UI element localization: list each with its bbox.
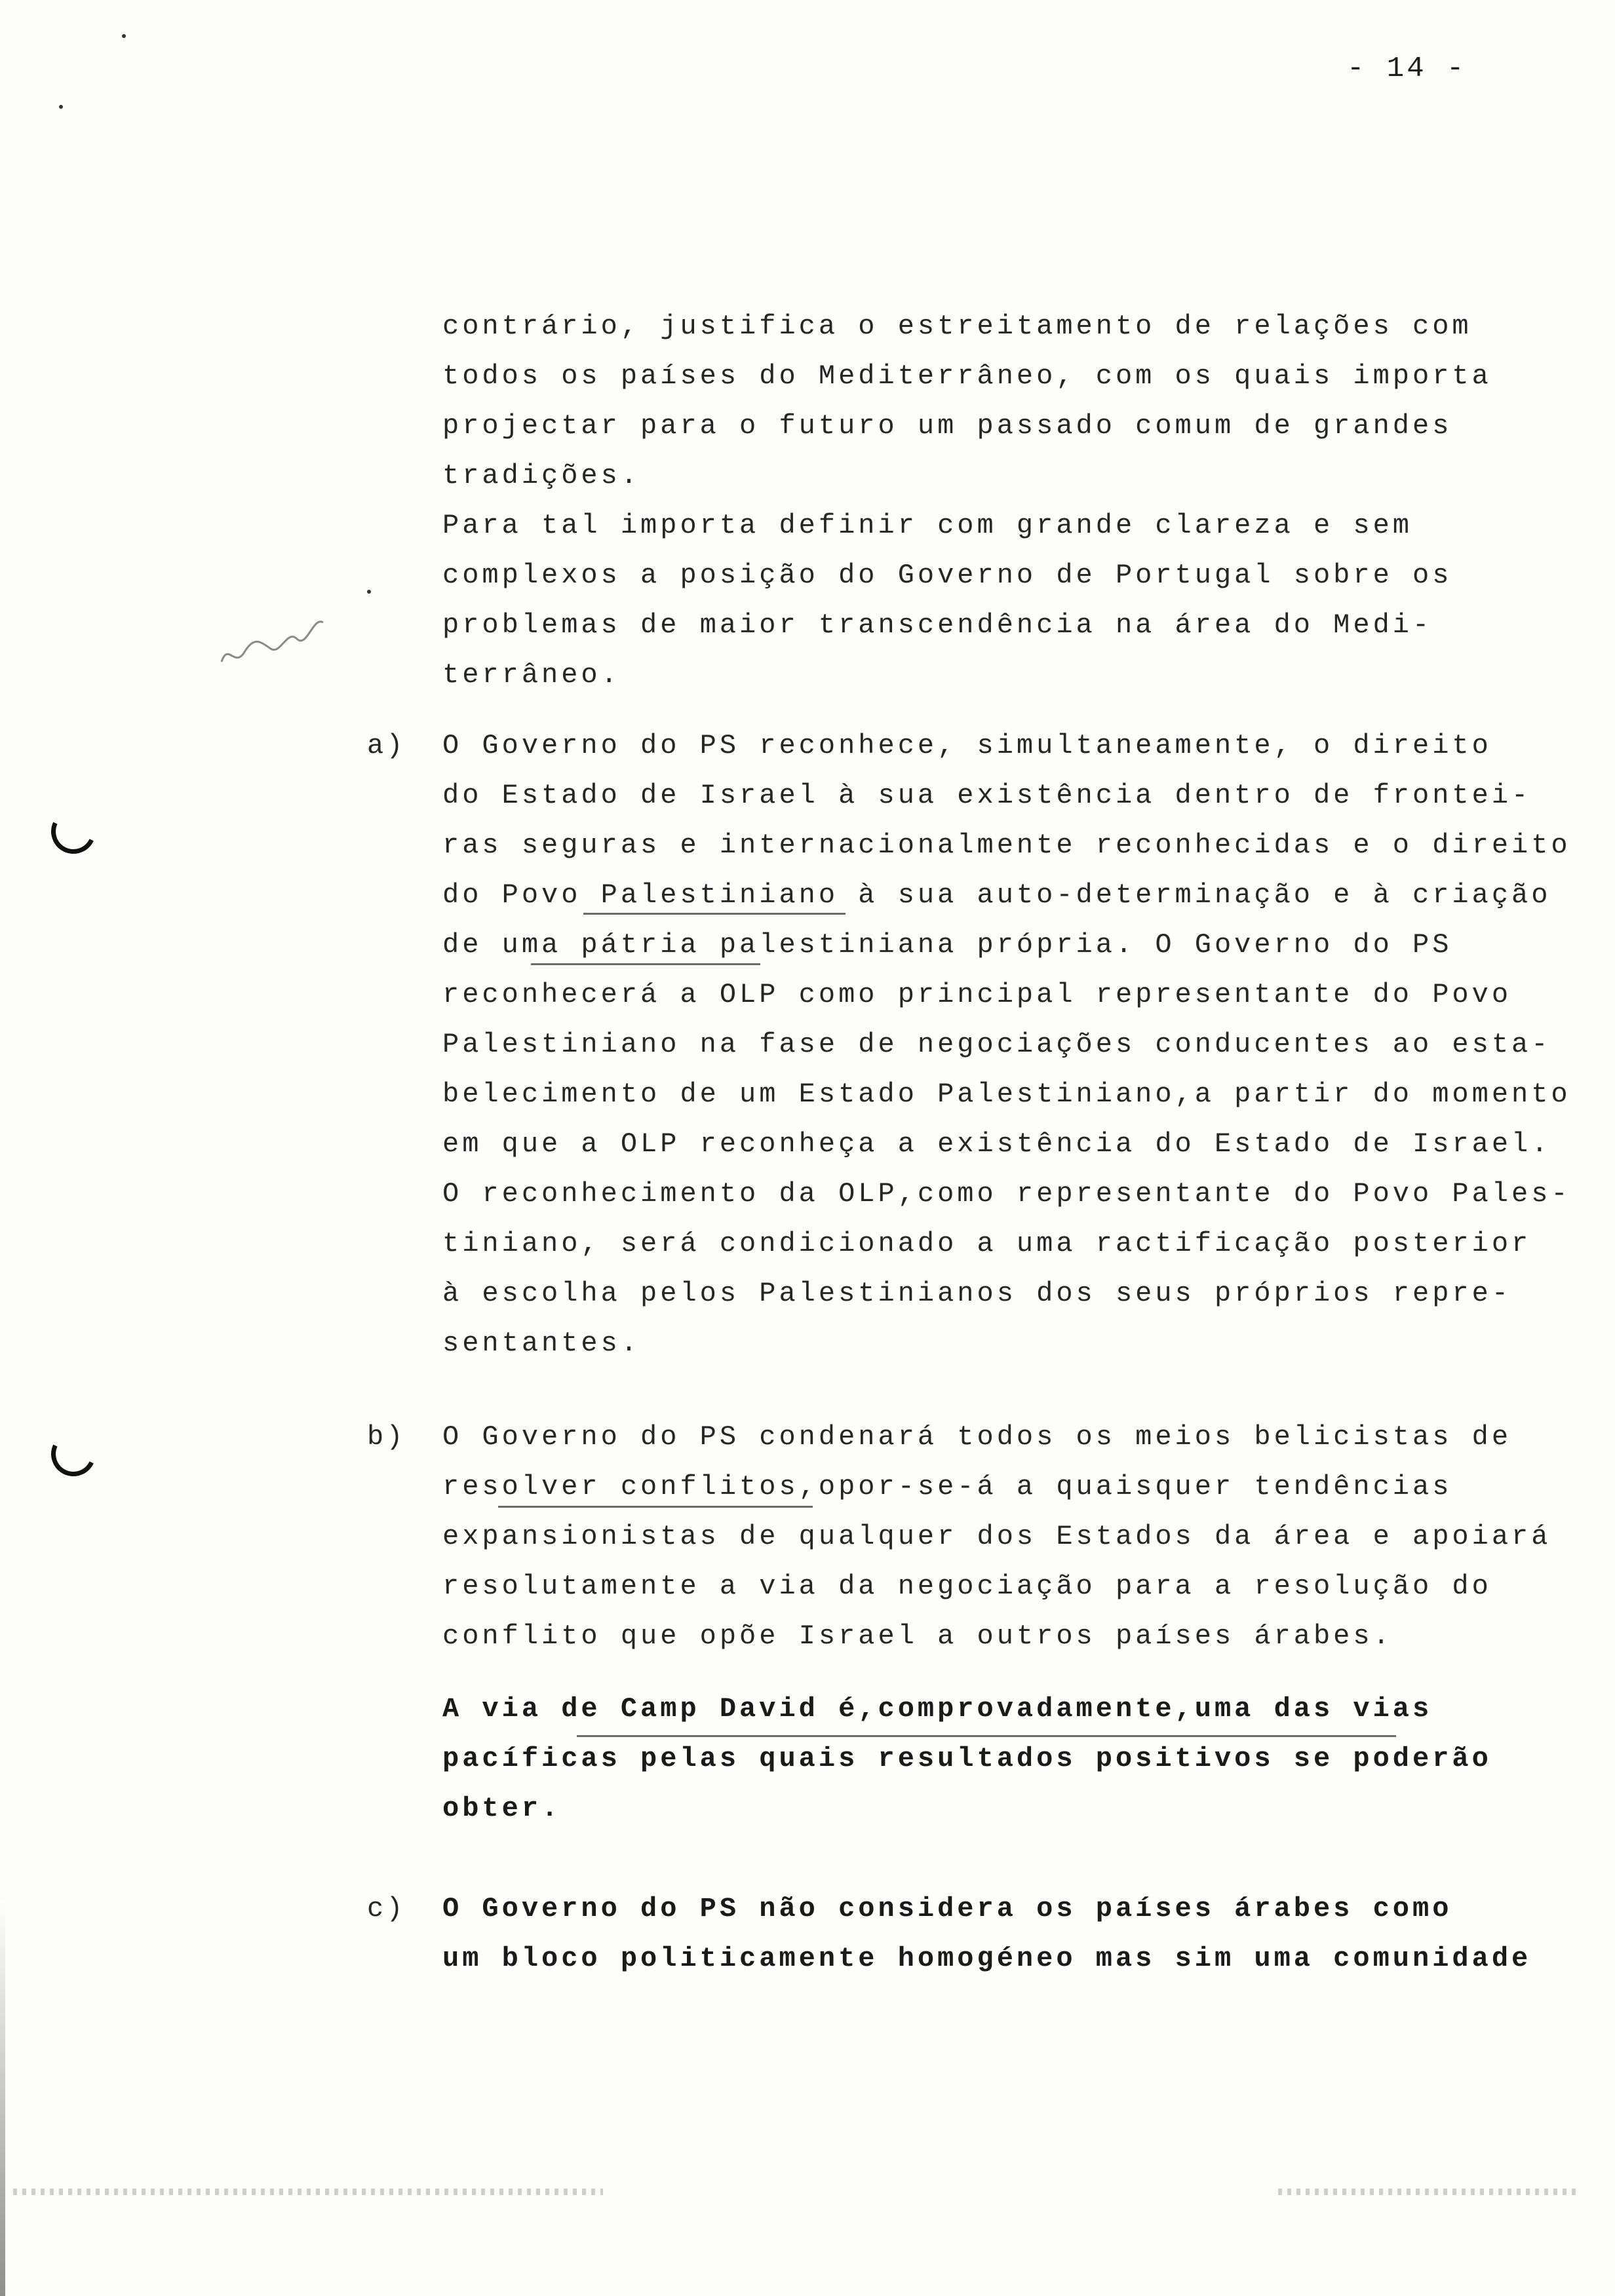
text-line: resolver conflitos,opor-se-á a quaisquer tendências (442, 1471, 1452, 1502)
item-a-paragraph (442, 721, 1583, 1368)
text-line: O reconhecimento da OLP,como representante do Povo Pales- (442, 1178, 1571, 1210)
text-line: do Povo Palestiniano à sua auto-determinação e à criação (442, 879, 1551, 911)
text-line: sentantes. (442, 1328, 641, 1359)
text-line: reconhecerá a OLP como principal representante do Povo (442, 979, 1512, 1010)
item-marker-c: c) (367, 1893, 406, 1924)
text-line: O Governo do PS condenará todos os meios belicistas de (442, 1421, 1512, 1453)
text-line: terrâneo. (442, 659, 621, 691)
scan-speck (367, 590, 371, 594)
text-line: expansionistas de qualquer dos Estados da área e apoiará (442, 1521, 1551, 1552)
pen-underline (498, 1506, 813, 1508)
page-number: - 14 - (1347, 52, 1467, 85)
text-line: O Governo do PS não considera os países árabes como (442, 1893, 1452, 1924)
binder-hole-mark (45, 1425, 102, 1482)
text-line: ras seguras e internacionalmente reconhecidas e o direito (442, 830, 1571, 861)
item-marker-b: b) (367, 1421, 406, 1453)
text-line: em que a OLP reconheça a existência do Estado de Israel. (442, 1128, 1551, 1160)
scan-speck (59, 105, 63, 109)
text-line: A via de Camp David é,comprovadamente,uma das vias (442, 1693, 1433, 1725)
scan-noise-band (13, 2189, 603, 2195)
text-line: projectar para o futuro um passado comum de grandes (442, 410, 1452, 442)
scan-edge-shadow (0, 1900, 5, 2296)
text-line: de uma pátria palestiniana própria. O Governo do PS (442, 929, 1452, 961)
text-line: conflito que opõe Israel a outros países árabes. (442, 1620, 1393, 1652)
text-line: resolutamente a via da negociação para a resolução do (442, 1571, 1492, 1602)
text-line: à escolha pelos Palestinianos dos seus próprios repre- (442, 1278, 1512, 1309)
text-line: complexos a posição do Governo de Portugal sobre os (442, 560, 1452, 591)
scan-speck (122, 34, 126, 38)
item-c-paragraph (442, 1884, 1583, 1983)
handwritten-margin-scribble (208, 603, 340, 681)
text-line: problemas de maior transcendência na área do Medi- (442, 609, 1433, 641)
pen-underline (583, 913, 846, 915)
text-line: tiniano, será condicionado a uma ractificação posterior (442, 1228, 1532, 1259)
item-b-paragraph (442, 1412, 1583, 1661)
text-line: tradições. (442, 460, 641, 491)
item-b-followup (442, 1684, 1583, 1833)
text-line: O Governo do PS reconhece, simultaneamente, o direito (442, 730, 1492, 761)
item-marker-a: a) (367, 730, 406, 761)
scan-noise-band (1278, 2189, 1580, 2195)
binder-hole-mark (45, 803, 102, 860)
pen-underline (531, 963, 760, 965)
pen-underline (577, 1735, 1396, 1737)
text-line: belecimento de um Estado Palestiniano,a partir do momento (442, 1079, 1571, 1110)
text-line: do Estado de Israel à sua existência dentro de frontei- (442, 780, 1532, 811)
text-line: um bloco politicamente homogéneo mas sim uma comunidade (442, 1943, 1532, 1974)
text-line: Para tal importa definir com grande clareza e sem (442, 510, 1413, 541)
intro-paragraph (442, 301, 1583, 700)
text-line: pacíficas pelas quais resultados positivos se poderão (442, 1743, 1492, 1774)
text-line: contrário, justifica o estreitamento de relações com (442, 311, 1472, 342)
text-line: Palestiniano na fase de negociações conducentes ao esta- (442, 1029, 1551, 1060)
text-line: obter. (442, 1793, 562, 1824)
text-line: todos os países do Mediterrâneo, com os quais importa (442, 360, 1492, 392)
